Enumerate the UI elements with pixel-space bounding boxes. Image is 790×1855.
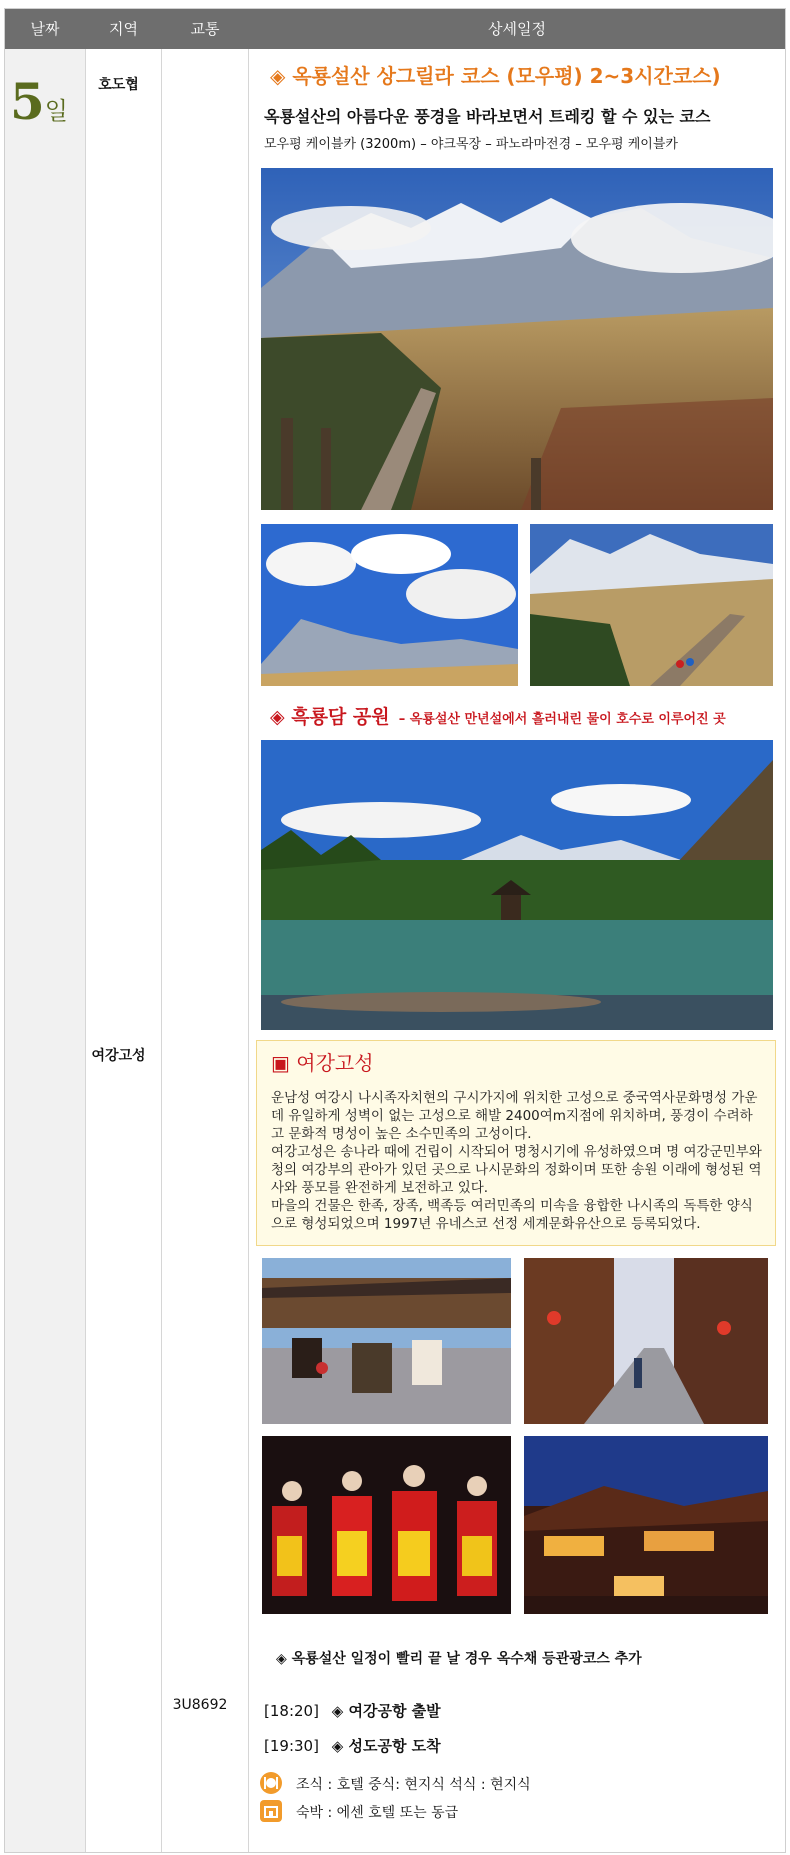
schedule-time: [19:30]	[264, 1737, 319, 1755]
section1-title: ◈ 옥룡설산 상그릴라 코스 (모우평) 2~3시간코스)	[270, 64, 721, 88]
photo-old-town-night	[524, 1436, 768, 1614]
day-label	[10, 72, 68, 131]
section2-heading	[270, 702, 726, 729]
photo-jade-dragon-meadow	[261, 168, 773, 510]
photo-black-dragon-pool	[261, 740, 773, 1030]
section2-title: ◈ 흑룡담 공원	[270, 706, 390, 728]
section3-body	[271, 1089, 763, 1233]
day-number: 5	[10, 72, 45, 131]
header-date: 날짜	[30, 20, 60, 38]
lodging-info: 숙박 : 에센 호텔 또는 동급	[296, 1805, 459, 1821]
schedule-event: ◈ 성도공항 도착	[331, 1737, 441, 1755]
schedule-item	[264, 1735, 441, 1756]
header-transport: 교통	[190, 20, 220, 38]
date-column	[5, 49, 86, 1852]
hotel-icon	[260, 1800, 282, 1822]
photo-trail-people	[530, 524, 773, 686]
meal-icon	[260, 1772, 282, 1794]
section3-paragraph: 마을의 건물은 한족, 장족, 백족등 여러민족의 미속을 융합한 나시족의 독특한 양식으로 형성되었으며 1997년 유네스코 선정 세계문화유산으로 등록되었다.	[271, 1198, 753, 1232]
header-region: 지역	[109, 20, 138, 38]
flight-number: 3U8692	[172, 1697, 228, 1713]
photo-sky-clouds	[261, 524, 518, 686]
transport-column	[162, 49, 249, 1852]
day-unit: 일	[44, 97, 68, 125]
section2-desc: – 옥룡설산 만년설에서 흘러내린 물이 호수로 이루어진 곳	[398, 712, 726, 727]
table-header	[5, 9, 785, 49]
section1-route: 모우평 케이블카 (3200m) – 야크목장 – 파노라마전경 – 모우평 케이블카	[264, 137, 678, 152]
photo-naxi-dancers	[262, 1436, 511, 1614]
extra-course-note: ◈ 옥룡설산 일정이 빨리 끝 날 경우 옥수채 등관광코스 추가	[276, 1651, 642, 1667]
header-detail: 상세일정	[488, 20, 546, 38]
section1-subtitle: 옥룡설산의 아름다운 풍경을 바라보면서 트레킹 할 수 있는 코스	[264, 107, 711, 126]
photo-old-town-street	[524, 1258, 768, 1424]
old-town-info-box	[256, 1040, 776, 1246]
schedule-time: [18:20]	[264, 1702, 319, 1720]
schedule-item	[264, 1700, 441, 1721]
section3-paragraph: 운남성 여강시 나시족자치현의 구시가지에 위치한 고성으로 중국역사문화명성 가운데 유일하게 성벽이 없는 고성으로 해발 2400여m지점에 위치하며, 풍경이 수려하고 문화적 명성이 높은 소수민족의 고성이다.	[271, 1090, 758, 1142]
region-first: 호도협	[98, 77, 139, 93]
meals-info: 조식 : 호텔 중식: 현지식 석식 : 현지식	[296, 1777, 531, 1793]
schedule-event: ◈ 여강공항 출발	[331, 1702, 441, 1720]
region-second: 여강고성	[91, 1048, 146, 1064]
region-column	[86, 49, 162, 1852]
photo-old-town-square	[262, 1258, 511, 1424]
section3-paragraph: 여강고성은 송나라 때에 건립이 시작되어 명청시기에 유성하였으며 명 여강군민부와 청의 여강부의 관아가 있던 곳으로 나시문화의 정화이며 또한 송원 이래에 형성된 역사와 풍모를 완전하게 보전하고 있다.	[271, 1144, 762, 1196]
section3-title: ▣ 여강고성	[271, 1051, 374, 1075]
